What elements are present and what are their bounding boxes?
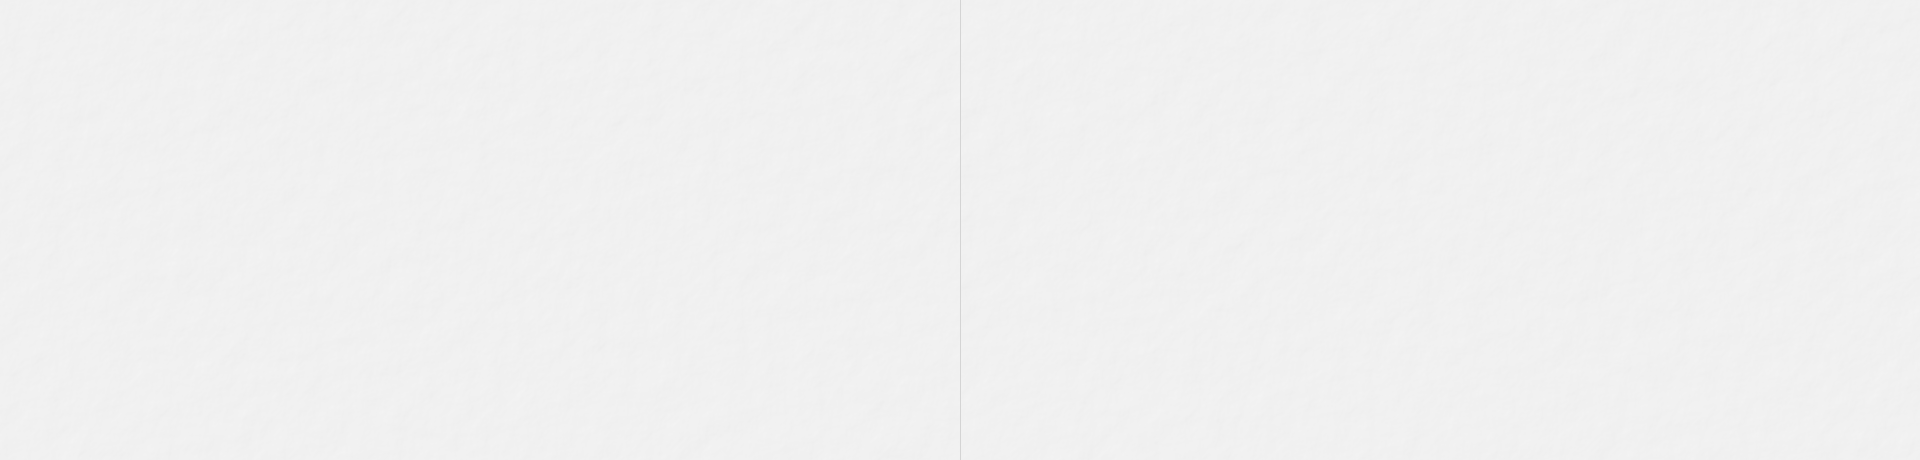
right-pane <box>961 0 1920 460</box>
